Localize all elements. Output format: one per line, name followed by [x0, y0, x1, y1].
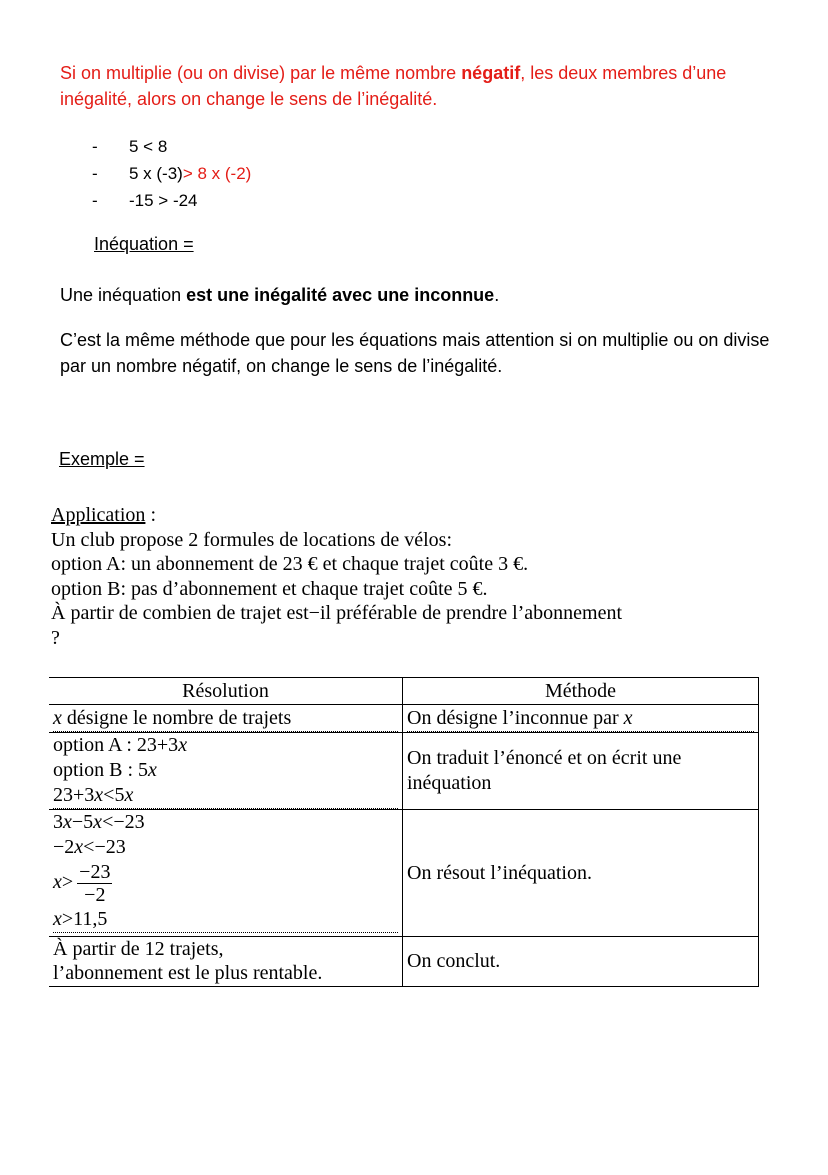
math-x: x [53, 707, 62, 729]
table-row [49, 937, 759, 987]
table-row [49, 810, 759, 937]
math-x: x [63, 811, 72, 833]
method-text: On traduit l’énoncé et on écrit une inéquation [407, 747, 682, 794]
dash: - [92, 191, 98, 210]
example-text: 5 < 8 [129, 137, 168, 156]
application-line: ? [51, 626, 60, 649]
method-text: C’est la même méthode que pour les équations mais attention si on multiplie ou on divise par un nombre négatif, on change le sens de l’inégalité. [60, 330, 770, 376]
rule-part2: , les deux membres d’une inégalité, alors on change le sens de l’inégalité. [60, 63, 727, 109]
dash: - [92, 164, 98, 183]
rule-examples [92, 133, 251, 214]
resolution-text: <5 [103, 784, 125, 806]
example-text: -15 > -24 [129, 191, 198, 210]
resolution-cell [49, 810, 403, 937]
application-title [51, 503, 771, 528]
example-text: 5 x (-3) [129, 164, 183, 183]
fraction-numerator: −23 [79, 861, 111, 883]
resolution-cell [49, 937, 403, 987]
definition-end: . [494, 285, 500, 305]
resolution-text: >11,5 [61, 908, 108, 930]
example-text-red: > 8 x (-2) [182, 164, 252, 183]
application-line: Un club propose 2 formules de locations de vélos: [51, 528, 453, 551]
method-cell [403, 705, 759, 733]
conclusion-line: l’abonnement est le plus rentable. [53, 962, 323, 984]
inequation-heading: Inéquation = [94, 234, 194, 254]
table-header-row [49, 678, 759, 705]
method-cell [403, 937, 759, 987]
application-line: option B: pas d’abonnement et chaque trajet coûte 5 €. [51, 577, 488, 600]
inequality-rule [60, 60, 775, 112]
header-resolution: Résolution [49, 678, 403, 705]
rule-part1: Si on multiplie (ou on divise) par le même nombre [60, 63, 462, 83]
application-statement [51, 503, 771, 650]
table-row [49, 733, 759, 810]
resolution-cell [49, 733, 403, 810]
example-line-1 [92, 133, 251, 160]
resolution-table [49, 677, 759, 987]
resolution-cell [49, 705, 403, 733]
resolution-text: > [61, 871, 74, 894]
header-methode: Méthode [403, 678, 759, 705]
table-row [49, 705, 759, 733]
definition-text: Une inéquation [60, 285, 187, 305]
math-x: x [53, 908, 62, 930]
math-x: x [623, 707, 633, 729]
rule-bold-negatif: négatif [461, 63, 521, 83]
method-text: On conclut. [407, 950, 501, 972]
resolution-text: −2 [53, 836, 75, 858]
conclusion-line: À partir de 12 trajets, [53, 938, 224, 960]
math-x: x [178, 734, 188, 756]
resolution-text: option B : 5 [53, 759, 149, 781]
resolution-text: 23+3 [53, 784, 95, 806]
resolution-text: 3 [53, 811, 63, 833]
example-line-2 [92, 160, 251, 187]
resolution-text: −5 [71, 811, 94, 833]
math-x: x [74, 836, 84, 858]
dash: - [92, 137, 98, 156]
fraction [77, 861, 112, 906]
resolution-text: <−23 [102, 811, 145, 833]
math-x: x [124, 784, 134, 806]
method-text: On désigne l’inconnue par [407, 707, 624, 729]
definition [60, 282, 780, 308]
application-colon: : [145, 504, 156, 526]
application-line: option A: un abonnement de 23 € et chaque trajet coûte 3 €. [51, 553, 529, 575]
method-cell [403, 733, 759, 810]
math-x: x [94, 784, 104, 806]
math-x: x [93, 811, 103, 833]
definition-bold: est une inégalité avec une inconnue [186, 285, 495, 305]
fraction-denominator: −2 [84, 884, 106, 906]
math-x: x [148, 759, 157, 781]
resolution-text: désigne le nombre de trajets [61, 707, 292, 729]
math-x: x [53, 871, 62, 894]
example-line-3 [92, 187, 251, 214]
application-label: Application [51, 504, 146, 526]
application-line: À partir de combien de trajet est−il préférable de prendre l’abonnement [51, 602, 623, 624]
method-text: On résout l’inéquation. [407, 861, 592, 884]
example-heading: Exemple = [59, 449, 145, 469]
resolution-text: option A : 23+3 [53, 734, 179, 756]
resolution-text: <−23 [83, 836, 126, 858]
method-cell [403, 810, 759, 937]
